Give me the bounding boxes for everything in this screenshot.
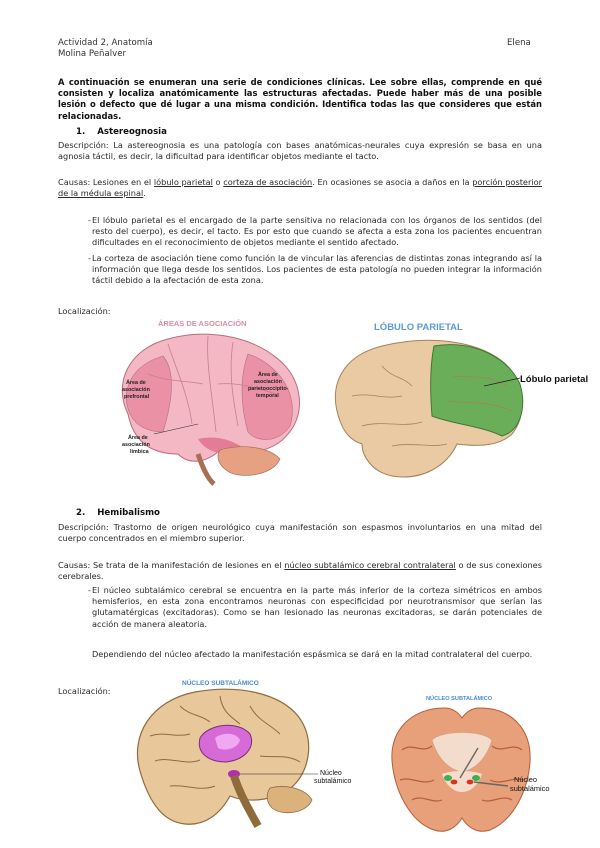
bullet-text: El lóbulo parietal es el encargado de la parte sensitiva no relacionada con los órganos de los sentidos (del resto del cuerpo), es decir, el tacto. Es por esto que cuando se afecta a esta zona los pacientes encuentran dificultades en el reconocimiento de objetos mediante el sentido afectado.	[92, 215, 542, 248]
subthalamic-sagittal-figure	[130, 676, 370, 836]
section1-description	[58, 140, 542, 162]
header-surname: Molina Peñalver	[58, 49, 127, 59]
section2-title: Hemibalismo	[97, 508, 160, 518]
intro-text: A continuación se enumeran una serie de condiciones clínicas. Lee sobre ellas, comprende en qué consisten y localiza anatómicamente las estructuras afectadas. Puede haber más de una posible lesión o defecto que dé lugar a una misma condición. Identifica todas las que consideres que están relacionadas.	[58, 77, 542, 121]
figure-title: NÚCLEO SUBTALÁMICO	[182, 680, 259, 687]
section1-bullet-2: - La corteza de asociación tiene como función la de vincular las aferencias de distintas zonas integrando así la información que llega desde los sentidos. Los pacientes de esta patología no pueden integrar la información táctil debido a la afectación de esta zona.	[88, 253, 542, 286]
section1-causes-label: Causas: Lesiones en el	[58, 177, 152, 187]
section2-bullet-cont	[58, 649, 542, 673]
label-prefrontal-1: Área de	[126, 380, 146, 386]
bullet-text: El núcleo subtalámico cerebral se encuentra en la parte más inferior de la corteza simétricos en ambos hemisferios, en esta zona encontramos neuronas con especificidad por neurotransmisor que serían las glutamatérgicas (excitadoras). Como se han lesionado las neuronas excitadoras, se darán potenciales de acción de manera aleatoria.	[92, 585, 542, 629]
bullet-text: La corteza de asociación tiene como función la de vincular las aferencias de distintas zonas integrando así la información que llega desde los sentidos. Los pacientes de esta patología no pueden integrar la información táctil debido a la afectación de esta zona.	[92, 253, 542, 286]
label-temporal-4: temporal	[256, 393, 279, 399]
label-prefrontal-3: prefrontal	[124, 394, 150, 400]
parietal-lobe-figure	[322, 316, 600, 488]
section1-number: 1.	[76, 127, 86, 137]
section1-title: Astereognosia	[97, 127, 167, 137]
section1-heading	[76, 127, 167, 137]
section2-desc-text: Trastorno de origen neurológico cuya manifestación son espasmos involuntarios en una mitad del cuerpo concentrados en el miembro superior.	[58, 522, 542, 544]
section2-description	[58, 522, 542, 544]
cause-or: o	[215, 177, 221, 187]
svg-text:Núcleo subtalámico	[510, 775, 549, 793]
header-course: Actividad 2, Anatomía	[58, 38, 153, 48]
section2-desc-label: Descripción:	[58, 522, 109, 532]
label-temporal-3: parietooccipito-	[248, 386, 289, 392]
section2-localization-label: Localización:	[58, 686, 111, 696]
causes-mid: . En ocasiones se asocia a daños en la	[312, 177, 470, 187]
label-limbica-3: límbica	[130, 449, 149, 455]
section2-causes	[58, 560, 542, 582]
association-areas-figure	[108, 314, 308, 486]
causes-period: .	[143, 188, 146, 199]
section1-bullet-1: - El lóbulo parietal es el encargado de la parte sensitiva no relacionada con los órganos de los sentidos (del resto del cuerpo), es decir, el tacto. Es por esto que cuando se afecta a esta zona los pacientes encuentran dificultades en el reconocimiento de objetos mediante el sentido afectado.	[88, 215, 542, 248]
figure-title: ÁREAS DE ASOCIACIÓN	[158, 319, 247, 328]
label-nucleus-1: Núcleo	[320, 770, 342, 777]
svg-text:Área de asociación	[122, 379, 151, 400]
label-parietal: Lóbulo parietal	[520, 374, 589, 385]
header-left	[58, 38, 153, 60]
label-nucleus-2: subtalámico	[314, 778, 352, 785]
label-limbica-1: Área de	[128, 435, 148, 441]
bullet-cont-text: Dependiendo del núcleo afectado la manifestación espásmica se dará en la mitad contralateral del cuerpo.	[92, 649, 533, 659]
section1-causes	[58, 177, 542, 199]
cause-association-cortex: corteza de asociación	[223, 177, 313, 187]
svg-text:Área de asociación	[122, 434, 151, 455]
label-nucleus-2: subtalámico	[510, 784, 550, 793]
section1-desc-text: La astereognosia es una patología con bases anatómicas-neurales cuya expresión se basa en una agnosia táctil, es decir, la dificultad para identificar objetos mediante el tacto.	[58, 140, 542, 162]
label-nucleus-1: Núcleo	[514, 775, 538, 784]
section2-bullet: - El núcleo subtalámico cerebral se encuentra en la parte más inferior de la corteza simétricos en ambos hemisferios, en esta zona encontramos neuronas con especificidad por neurotransmisor que serían las glutamatérgicas (excitadoras). Como se han lesionado las neuronas excitadoras, se darán potenciales de acción de manera aleatoria.	[88, 585, 542, 629]
header-name: Elena	[507, 38, 531, 48]
label-temporal-2: asociación	[254, 379, 282, 385]
subthalamic-coronal-figure	[382, 690, 582, 840]
svg-text:Núcleo subtalámico	[314, 770, 351, 785]
cause-spinal-cord: porción posterior de la médula espinal	[58, 177, 542, 199]
label-temporal-1: Área de	[258, 372, 278, 378]
section2-causes-post: o de sus conexiones cerebrales.	[58, 560, 542, 582]
section2-heading	[76, 508, 160, 518]
section2-causes-pre: Causas: Se trata de la manifestación de lesiones en el	[58, 560, 282, 570]
figure-title: NÚCLEO SUBTALÁMICO	[426, 696, 493, 702]
label-prefrontal-2: asociación	[122, 387, 150, 393]
cause-parietal-lobe: lóbulo parietal	[153, 177, 213, 187]
section2-number: 2.	[76, 508, 86, 518]
section1-localization-label: Localización:	[58, 306, 111, 316]
cause-subthalamic-nucleus: núcleo subtalámico cerebral contralateral	[284, 560, 456, 570]
section1-desc-label: Descripción:	[58, 140, 109, 150]
figure-title: LÓBULO PARIETAL	[374, 322, 463, 333]
label-limbica-2: asociación	[122, 442, 150, 448]
